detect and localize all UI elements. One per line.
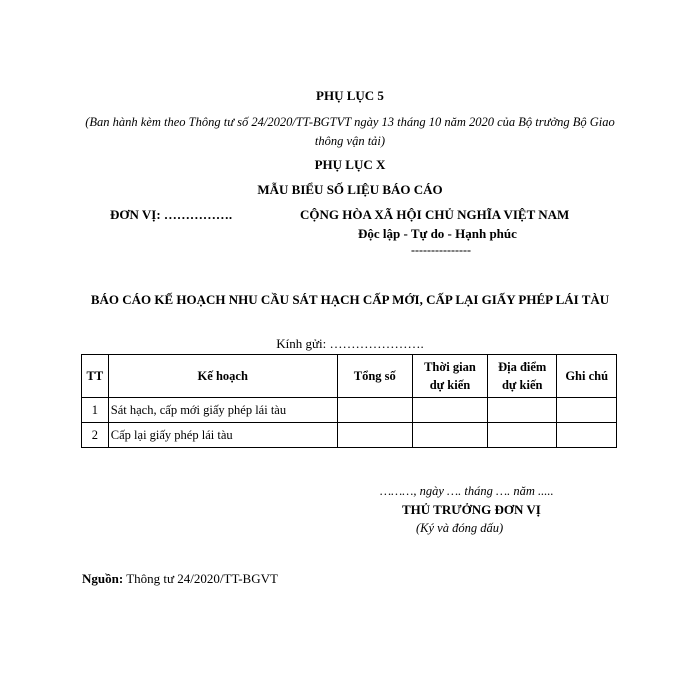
header-plan: Kế hoạch <box>108 355 337 398</box>
source-label: Nguồn: <box>82 571 124 586</box>
row-tt: 1 <box>82 398 109 423</box>
row-note <box>557 398 617 423</box>
country-name: CỘNG HÒA XÃ HỘI CHỦ NGHĨA VIỆT NAM <box>300 207 570 222</box>
issuance-note: (Ban hành kèm theo Thông tư số 24/2020/TT-BGTVT ngày 13 tháng 10 năm 2020 của Bộ trưởng Bộ Giao thông vận tải) <box>85 115 615 148</box>
sign-note: (Ký và đóng dấu) <box>416 521 504 535</box>
table-row <box>82 423 617 448</box>
header-total: Tổng số <box>337 355 412 398</box>
header-time-line2: dự kiến <box>429 378 471 392</box>
report-title: BÁO CÁO KẾ HOẠCH NHU CẦU SÁT HẠCH CẤP MỚI, CẤP LẠI GIẤY PHÉP LÁI TÀU <box>90 292 610 307</box>
head-of-unit-title: THỦ TRƯỞNG ĐƠN VỊ <box>402 502 541 517</box>
row-time <box>412 398 487 423</box>
row-total <box>337 423 412 448</box>
date-line: ………, ngày …. tháng …. năm ..... <box>380 484 554 498</box>
recipient-line: Kính gửi: …………………. <box>276 336 424 351</box>
table-row <box>82 398 617 423</box>
table-header-row <box>82 355 617 398</box>
header-note: Ghi chú <box>557 355 617 398</box>
source-text: Thông tư 24/2020/TT-BGVT <box>123 571 278 586</box>
header-place-line1: Địa điểm <box>498 360 547 374</box>
row-total <box>337 398 412 423</box>
appendix-x-title: PHỤ LỤC X <box>314 157 386 172</box>
row-plan: Sát hạch, cấp mới giấy phép lái tàu <box>108 398 337 423</box>
national-motto: Độc lập - Tự do - Hạnh phúc <box>358 226 517 241</box>
header-place <box>488 355 557 398</box>
motto-divider: --------------- <box>411 243 471 257</box>
row-place <box>488 423 557 448</box>
header-tt: TT <box>82 355 109 398</box>
appendix-title: PHỤ LỤC 5 <box>316 88 384 103</box>
header-place-line2: dự kiến <box>501 378 543 392</box>
row-plan: Cấp lại giấy phép lái tàu <box>108 423 337 448</box>
row-tt: 2 <box>82 423 109 448</box>
plan-table <box>81 354 617 448</box>
row-place <box>488 398 557 423</box>
unit-label: ĐƠN VỊ: ……………. <box>110 207 233 222</box>
header-time <box>412 355 487 398</box>
header-time-line1: Thời gian <box>424 360 476 374</box>
row-note <box>557 423 617 448</box>
source-line <box>82 571 278 587</box>
row-time <box>412 423 487 448</box>
form-title: MẪU BIỂU SỐ LIỆU BÁO CÁO <box>257 182 443 197</box>
